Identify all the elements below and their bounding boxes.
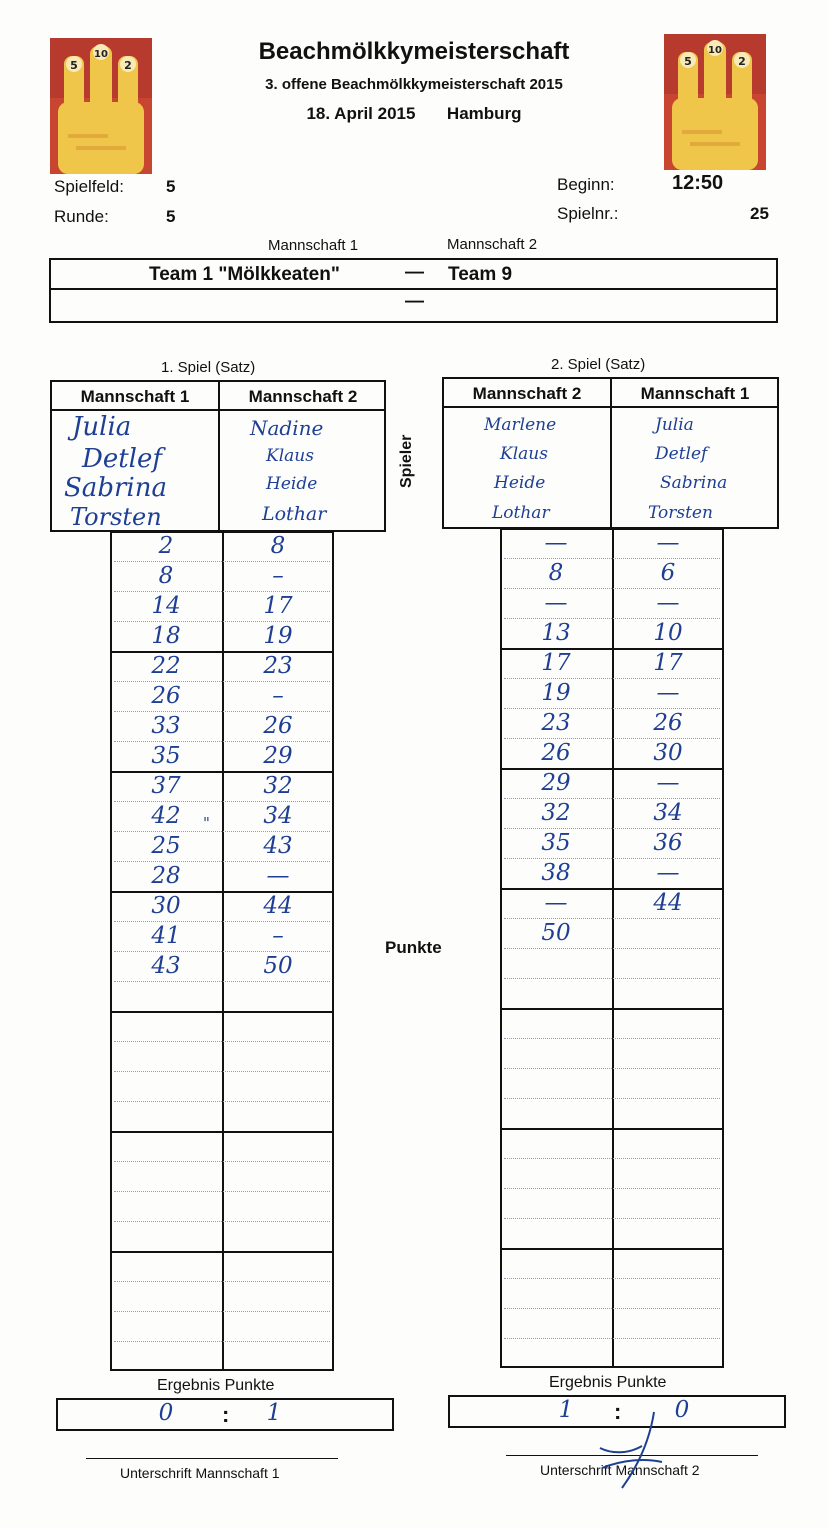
score-cell: 38	[541, 860, 571, 886]
score-cell: 23	[541, 710, 571, 736]
signature-line-1	[86, 1458, 338, 1459]
game-1-col-right: Mannschaft 2	[248, 387, 358, 406]
score-row-rule	[114, 1041, 330, 1042]
pin-label: 10	[708, 45, 722, 56]
player-name: Sabrina	[660, 473, 728, 493]
score-block-line	[500, 1008, 724, 1010]
score-cell: 13	[541, 620, 571, 646]
score-cell: 6	[660, 560, 676, 586]
score-row-rule	[504, 1068, 720, 1069]
score-cell: 19	[541, 680, 571, 706]
score-row-rule	[114, 921, 330, 922]
signature-label-1: Unterschrift Mannschaft 1	[120, 1465, 280, 1481]
ditto-mark: "	[203, 814, 210, 832]
event-date-place	[0, 104, 828, 124]
score-cell: —	[544, 590, 568, 616]
score-cell: 8	[270, 533, 286, 559]
game-1-result-separator: :	[222, 1402, 230, 1427]
score-cell: 26	[653, 710, 683, 736]
game-1-result-label: Ergebnis Punkte	[157, 1377, 275, 1394]
score-cell: 33	[151, 713, 181, 739]
score-cell: —	[656, 680, 680, 706]
score-row-rule	[504, 1158, 720, 1159]
score-block-line	[110, 1011, 334, 1013]
player-name: Torsten	[648, 503, 713, 523]
score-cell: 17	[263, 593, 293, 619]
spielnr-value: 25	[750, 204, 769, 223]
score-cell: 44	[263, 893, 293, 919]
score-cell: 28	[151, 863, 181, 889]
score-cell: 26	[151, 683, 181, 709]
score-cell: —	[544, 890, 568, 916]
player-name: Torsten	[70, 503, 162, 531]
score-cell: –	[272, 923, 284, 949]
score-block-line	[110, 1251, 334, 1253]
game-1-col-left: Mannschaft 1	[80, 387, 190, 406]
team-2-name: Team 9	[448, 264, 513, 285]
player-name: Klaus	[500, 444, 548, 464]
spieler-label: Spieler	[398, 434, 415, 488]
score-cell: 29	[263, 743, 293, 769]
score-row-rule	[114, 951, 330, 952]
pin-label: 2	[124, 59, 132, 72]
mannschaft-2-label: Mannschaft 2	[447, 236, 538, 253]
score-cell: 10	[653, 620, 683, 646]
score-row-rule	[114, 711, 330, 712]
score-cell: 34	[263, 803, 293, 829]
score-cell: 14	[151, 593, 181, 619]
player-name: Nadine	[250, 416, 324, 440]
game-2-result-left: 1	[558, 1397, 574, 1423]
score-row-rule	[504, 858, 720, 859]
score-cell: —	[544, 530, 568, 556]
player-name: Marlene	[484, 415, 557, 435]
score-cell: 17	[653, 650, 683, 676]
score-cell: —	[656, 590, 680, 616]
score-cell: 26	[263, 713, 293, 739]
score-row-rule	[114, 1161, 330, 1162]
score-cell: 44	[653, 890, 683, 916]
score-row-rule	[114, 681, 330, 682]
score-cell: 42	[151, 803, 181, 829]
spielnr-label: Spielnr.:	[557, 204, 619, 223]
score-cell: 43	[151, 953, 181, 979]
team-dash-2: —	[405, 291, 424, 312]
event-place: Hamburg	[446, 104, 522, 123]
score-cell: 32	[263, 773, 293, 799]
page-title: Beachmölkkymeisterschaft	[258, 38, 570, 65]
score-cell: 34	[653, 800, 683, 826]
score-cell: 8	[548, 560, 564, 586]
player-name: Heide	[266, 474, 318, 494]
game-2-result-right: 0	[674, 1397, 690, 1423]
beginn-value: 12:50	[672, 172, 724, 194]
score-row-rule	[114, 1311, 330, 1312]
score-cell: 41	[151, 923, 181, 949]
player-name: Julia	[655, 415, 694, 435]
player-name: Lothar	[492, 503, 550, 523]
player-name: Julia	[72, 412, 132, 442]
event-date: 18. April 2015	[306, 104, 416, 123]
score-row-rule	[114, 1191, 330, 1192]
score-cell: 37	[151, 773, 181, 799]
score-row-rule	[504, 1278, 720, 1279]
punkte-label: Punkte	[385, 938, 442, 957]
game-2-caption: 2. Spiel (Satz)	[551, 356, 646, 373]
score-cell: 25	[151, 833, 181, 859]
score-row-rule	[114, 801, 330, 802]
score-row-rule	[504, 708, 720, 709]
score-row-rule	[504, 1218, 720, 1219]
player-name: Detlef	[82, 444, 163, 474]
score-row-rule	[504, 798, 720, 799]
game-2-result-separator: :	[614, 1399, 622, 1424]
score-cell: 43	[263, 833, 293, 859]
score-row-rule	[504, 828, 720, 829]
beginn-label: Beginn:	[557, 175, 615, 194]
score-row-rule	[114, 981, 330, 982]
spielfeld-value: 5	[166, 177, 176, 196]
team-box-divider	[49, 288, 778, 290]
score-row-rule	[114, 1071, 330, 1072]
score-cell: 19	[263, 623, 293, 649]
mannschaft-1-label: Mannschaft 1	[268, 237, 359, 254]
game-2-header-line	[442, 406, 779, 408]
score-row-rule	[114, 861, 330, 862]
score-row-rule	[504, 1338, 720, 1339]
score-row-rule	[114, 1341, 330, 1342]
score-row-rule	[504, 1308, 720, 1309]
score-row-rule	[504, 1038, 720, 1039]
score-cell: 8	[158, 563, 174, 589]
score-cell: —	[656, 530, 680, 556]
score-cell: —	[656, 860, 680, 886]
score-cell: 29	[541, 770, 571, 796]
score-row-rule	[504, 1188, 720, 1189]
score-row-rule	[114, 1101, 330, 1102]
score-cell: 30	[151, 893, 181, 919]
score-row-rule	[114, 561, 330, 562]
score-cell: 36	[653, 830, 683, 856]
player-name: Heide	[494, 473, 546, 493]
score-row-rule	[114, 831, 330, 832]
pin-label: 2	[738, 55, 746, 68]
score-row-rule	[504, 678, 720, 679]
score-cell: 35	[151, 743, 181, 769]
score-cell: 50	[263, 953, 293, 979]
game-2-col-right: Mannschaft 1	[640, 384, 750, 403]
game-1-result-left: 0	[158, 1400, 174, 1426]
score-row-rule	[504, 558, 720, 559]
spielfeld-label: Spielfeld:	[54, 177, 124, 196]
score-block-line	[110, 1131, 334, 1133]
score-cell: 30	[653, 740, 683, 766]
score-cell: 18	[151, 623, 181, 649]
score-row-rule	[504, 618, 720, 619]
game-1-caption: 1. Spiel (Satz)	[161, 359, 256, 376]
score-block-line	[500, 1128, 724, 1130]
team-1-name: Team 1 "Mölkkeaten"	[149, 264, 340, 285]
score-cell: 23	[263, 653, 293, 679]
score-cell: —	[656, 770, 680, 796]
score-cell: 32	[541, 800, 571, 826]
score-cell: 35	[541, 830, 571, 856]
pin-label: 5	[70, 59, 78, 72]
score-row-rule	[504, 738, 720, 739]
player-name: Detlef	[655, 444, 708, 464]
score-row-rule	[504, 1098, 720, 1099]
game-1-header-line	[50, 409, 386, 411]
runde-value: 5	[166, 207, 176, 226]
game-2-col-left: Mannschaft 2	[472, 384, 582, 403]
pin-label: 5	[684, 55, 692, 68]
signature-scribble	[592, 1408, 672, 1498]
score-row-rule	[114, 1281, 330, 1282]
team-dash: —	[405, 262, 424, 283]
game-2-result-label: Ergebnis Punkte	[549, 1374, 667, 1391]
score-cell: 26	[541, 740, 571, 766]
player-name: Lothar	[262, 503, 327, 525]
signature-label-2: Unterschrift Mannschaft 2	[540, 1462, 700, 1478]
score-cell: 17	[541, 650, 571, 676]
score-cell: –	[272, 563, 284, 589]
game-1-result-right: 1	[266, 1400, 282, 1426]
score-row-rule	[114, 621, 330, 622]
score-row-rule	[504, 948, 720, 949]
pin-label: 10	[94, 49, 108, 60]
player-name: Sabrina	[64, 473, 167, 503]
score-cell: 22	[151, 653, 181, 679]
score-block-line	[500, 1248, 724, 1250]
score-cell: 2	[158, 533, 174, 559]
score-row-rule	[504, 918, 720, 919]
score-cell: –	[272, 683, 284, 709]
score-cell: —	[266, 863, 290, 889]
score-row-rule	[114, 741, 330, 742]
page-subtitle: 3. offene Beachmölkkymeisterschaft 2015	[265, 76, 563, 93]
score-row-rule	[504, 978, 720, 979]
score-row-rule	[504, 588, 720, 589]
player-name: Klaus	[266, 446, 314, 466]
score-cell: 50	[541, 920, 571, 946]
score-row-rule	[114, 1221, 330, 1222]
score-row-rule	[114, 591, 330, 592]
runde-label: Runde:	[54, 207, 109, 226]
